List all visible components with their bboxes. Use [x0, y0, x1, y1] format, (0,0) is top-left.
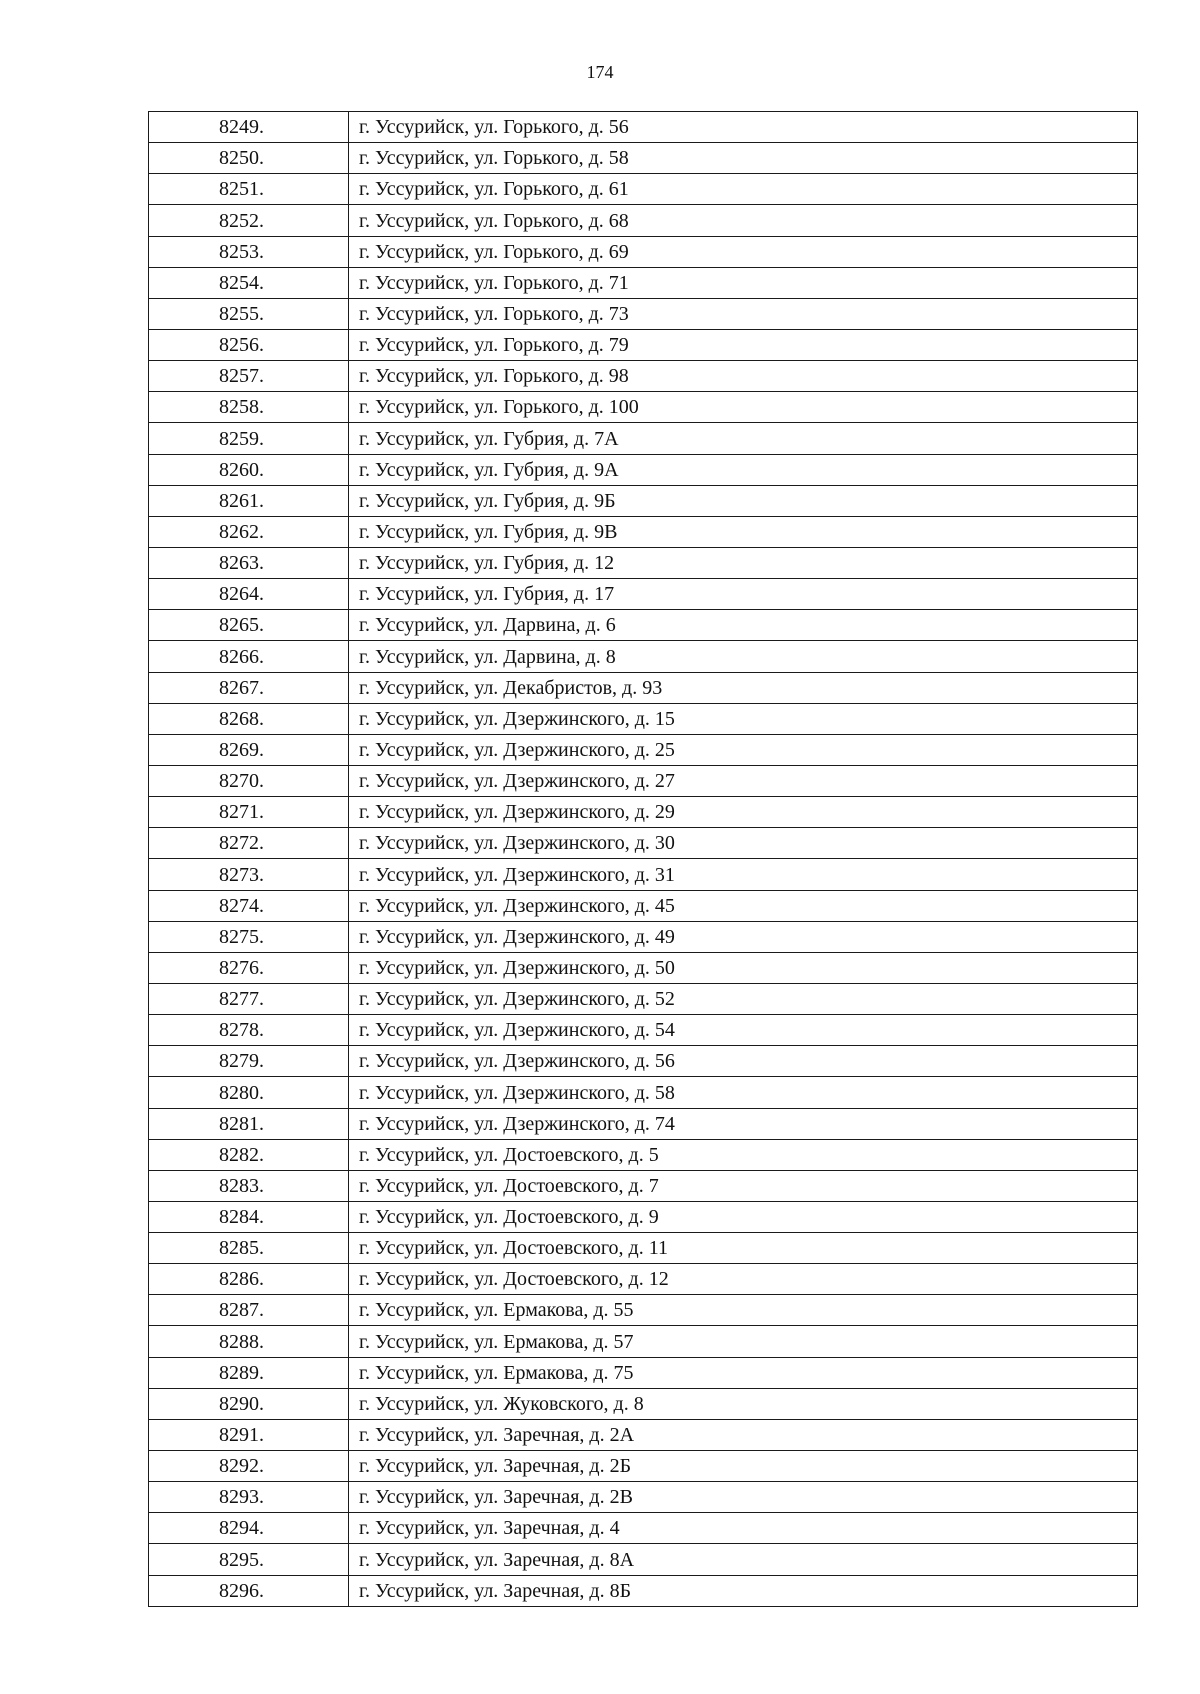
table-row	[149, 890, 1138, 921]
table-row	[149, 143, 1138, 174]
row-number: 8272.	[149, 828, 349, 859]
row-address: г. Уссурийск, ул. Ермакова, д. 55	[349, 1295, 1138, 1326]
table-row	[149, 1108, 1138, 1139]
row-address: г. Уссурийск, ул. Горького, д. 68	[349, 205, 1138, 236]
row-number: 8291.	[149, 1419, 349, 1450]
table-row	[149, 236, 1138, 267]
row-address: г. Уссурийск, ул. Заречная, д. 4	[349, 1513, 1138, 1544]
table-row	[149, 205, 1138, 236]
row-number: 8294.	[149, 1513, 349, 1544]
table-row	[149, 329, 1138, 360]
row-number: 8295.	[149, 1544, 349, 1575]
row-address: г. Уссурийск, ул. Горького, д. 58	[349, 143, 1138, 174]
row-address: г. Уссурийск, ул. Дзержинского, д. 30	[349, 828, 1138, 859]
row-address: г. Уссурийск, ул. Горького, д. 79	[349, 329, 1138, 360]
row-number: 8259.	[149, 423, 349, 454]
table-row	[149, 1077, 1138, 1108]
row-number: 8296.	[149, 1575, 349, 1606]
row-number: 8258.	[149, 392, 349, 423]
row-number: 8275.	[149, 921, 349, 952]
row-address: г. Уссурийск, ул. Горького, д. 98	[349, 361, 1138, 392]
row-number: 8290.	[149, 1388, 349, 1419]
row-number: 8250.	[149, 143, 349, 174]
row-address: г. Уссурийск, ул. Дзержинского, д. 49	[349, 921, 1138, 952]
table-row	[149, 1170, 1138, 1201]
table-row	[149, 859, 1138, 890]
table-row	[149, 672, 1138, 703]
table-row	[149, 1544, 1138, 1575]
table-body	[149, 112, 1138, 1607]
row-address: г. Уссурийск, ул. Дзержинского, д. 45	[349, 890, 1138, 921]
row-address: г. Уссурийск, ул. Достоевского, д. 7	[349, 1170, 1138, 1201]
row-address: г. Уссурийск, ул. Достоевского, д. 9	[349, 1201, 1138, 1232]
row-number: 8281.	[149, 1108, 349, 1139]
row-number: 8254.	[149, 267, 349, 298]
row-address: г. Уссурийск, ул. Ермакова, д. 75	[349, 1357, 1138, 1388]
row-address: г. Уссурийск, ул. Заречная, д. 8А	[349, 1544, 1138, 1575]
row-address: г. Уссурийск, ул. Горького, д. 71	[349, 267, 1138, 298]
table-row	[149, 361, 1138, 392]
row-address: г. Уссурийск, ул. Достоевского, д. 12	[349, 1264, 1138, 1295]
row-number: 8264.	[149, 579, 349, 610]
row-address: г. Уссурийск, ул. Губрия, д. 7А	[349, 423, 1138, 454]
table-row	[149, 267, 1138, 298]
row-number: 8257.	[149, 361, 349, 392]
table-row	[149, 1388, 1138, 1419]
row-number: 8285.	[149, 1233, 349, 1264]
row-number: 8269.	[149, 734, 349, 765]
table-row	[149, 1513, 1138, 1544]
table-row	[149, 1046, 1138, 1077]
table-row	[149, 516, 1138, 547]
table-row	[149, 579, 1138, 610]
row-address: г. Уссурийск, ул. Достоевского, д. 11	[349, 1233, 1138, 1264]
table-row	[149, 734, 1138, 765]
row-number: 8292.	[149, 1451, 349, 1482]
row-number: 8289.	[149, 1357, 349, 1388]
table-row	[149, 454, 1138, 485]
row-address: г. Уссурийск, ул. Дзержинского, д. 58	[349, 1077, 1138, 1108]
row-address: г. Уссурийск, ул. Дзержинского, д. 50	[349, 952, 1138, 983]
row-number: 8278.	[149, 1015, 349, 1046]
table-row	[149, 1264, 1138, 1295]
row-number: 8274.	[149, 890, 349, 921]
row-address: г. Уссурийск, ул. Губрия, д. 9А	[349, 454, 1138, 485]
row-address: г. Уссурийск, ул. Губрия, д. 9Б	[349, 485, 1138, 516]
table-row	[149, 921, 1138, 952]
table-row	[149, 610, 1138, 641]
row-number: 8282.	[149, 1139, 349, 1170]
row-number: 8287.	[149, 1295, 349, 1326]
row-number: 8276.	[149, 952, 349, 983]
table-row	[149, 298, 1138, 329]
row-address: г. Уссурийск, ул. Жуковского, д. 8	[349, 1388, 1138, 1419]
page-number: 174	[586, 62, 614, 82]
row-number: 8252.	[149, 205, 349, 236]
row-number: 8256.	[149, 329, 349, 360]
row-address: г. Уссурийск, ул. Достоевского, д. 5	[349, 1139, 1138, 1170]
row-address: г. Уссурийск, ул. Дзержинского, д. 27	[349, 765, 1138, 796]
row-number: 8267.	[149, 672, 349, 703]
row-number: 8251.	[149, 174, 349, 205]
row-number: 8268.	[149, 703, 349, 734]
table-row	[149, 485, 1138, 516]
row-address: г. Уссурийск, ул. Дзержинского, д. 54	[349, 1015, 1138, 1046]
table-row	[149, 703, 1138, 734]
table-row	[149, 1015, 1138, 1046]
table-row	[149, 1201, 1138, 1232]
row-number: 8293.	[149, 1482, 349, 1513]
address-table	[148, 111, 1138, 1607]
row-number: 8273.	[149, 859, 349, 890]
row-address: г. Уссурийск, ул. Дарвина, д. 8	[349, 641, 1138, 672]
row-address: г. Уссурийск, ул. Заречная, д. 2А	[349, 1419, 1138, 1450]
row-address: г. Уссурийск, ул. Губрия, д. 17	[349, 579, 1138, 610]
row-address: г. Уссурийск, ул. Горького, д. 61	[349, 174, 1138, 205]
table-row	[149, 1482, 1138, 1513]
row-address: г. Уссурийск, ул. Заречная, д. 2В	[349, 1482, 1138, 1513]
row-address: г. Уссурийск, ул. Дарвина, д. 6	[349, 610, 1138, 641]
row-number: 8288.	[149, 1326, 349, 1357]
table-row	[149, 1326, 1138, 1357]
table-row	[149, 1419, 1138, 1450]
row-number: 8284.	[149, 1201, 349, 1232]
table-row	[149, 983, 1138, 1014]
row-number: 8279.	[149, 1046, 349, 1077]
row-number: 8286.	[149, 1264, 349, 1295]
table-row	[149, 423, 1138, 454]
row-number: 8266.	[149, 641, 349, 672]
row-address: г. Уссурийск, ул. Губрия, д. 12	[349, 547, 1138, 578]
table-row	[149, 797, 1138, 828]
row-number: 8280.	[149, 1077, 349, 1108]
row-number: 8265.	[149, 610, 349, 641]
table-row	[149, 392, 1138, 423]
row-address: г. Уссурийск, ул. Дзержинского, д. 56	[349, 1046, 1138, 1077]
row-address: г. Уссурийск, ул. Декабристов, д. 93	[349, 672, 1138, 703]
table-row	[149, 112, 1138, 143]
row-address: г. Уссурийск, ул. Дзержинского, д. 74	[349, 1108, 1138, 1139]
row-address: г. Уссурийск, ул. Горького, д. 100	[349, 392, 1138, 423]
table-row	[149, 1295, 1138, 1326]
row-number: 8261.	[149, 485, 349, 516]
table-row	[149, 828, 1138, 859]
row-number: 8253.	[149, 236, 349, 267]
row-number: 8260.	[149, 454, 349, 485]
row-address: г. Уссурийск, ул. Дзержинского, д. 25	[349, 734, 1138, 765]
table-row	[149, 1357, 1138, 1388]
table-row	[149, 174, 1138, 205]
row-address: г. Уссурийск, ул. Заречная, д. 2Б	[349, 1451, 1138, 1482]
row-address: г. Уссурийск, ул. Горького, д. 69	[349, 236, 1138, 267]
table-row	[149, 1451, 1138, 1482]
table-row	[149, 547, 1138, 578]
table-row	[149, 1233, 1138, 1264]
row-address: г. Уссурийск, ул. Горького, д. 73	[349, 298, 1138, 329]
table-row	[149, 641, 1138, 672]
table-row	[149, 765, 1138, 796]
row-number: 8277.	[149, 983, 349, 1014]
table-row	[149, 952, 1138, 983]
row-address: г. Уссурийск, ул. Ермакова, д. 57	[349, 1326, 1138, 1357]
row-address: г. Уссурийск, ул. Горького, д. 56	[349, 112, 1138, 143]
row-address: г. Уссурийск, ул. Дзержинского, д. 52	[349, 983, 1138, 1014]
row-number: 8270.	[149, 765, 349, 796]
row-address: г. Уссурийск, ул. Губрия, д. 9В	[349, 516, 1138, 547]
table-row	[149, 1139, 1138, 1170]
row-number: 8262.	[149, 516, 349, 547]
row-address: г. Уссурийск, ул. Заречная, д. 8Б	[349, 1575, 1138, 1606]
row-address: г. Уссурийск, ул. Дзержинского, д. 31	[349, 859, 1138, 890]
row-address: г. Уссурийск, ул. Дзержинского, д. 15	[349, 703, 1138, 734]
row-number: 8271.	[149, 797, 349, 828]
row-number: 8283.	[149, 1170, 349, 1201]
row-address: г. Уссурийск, ул. Дзержинского, д. 29	[349, 797, 1138, 828]
row-number: 8249.	[149, 112, 349, 143]
table-row	[149, 1575, 1138, 1606]
row-number: 8263.	[149, 547, 349, 578]
row-number: 8255.	[149, 298, 349, 329]
